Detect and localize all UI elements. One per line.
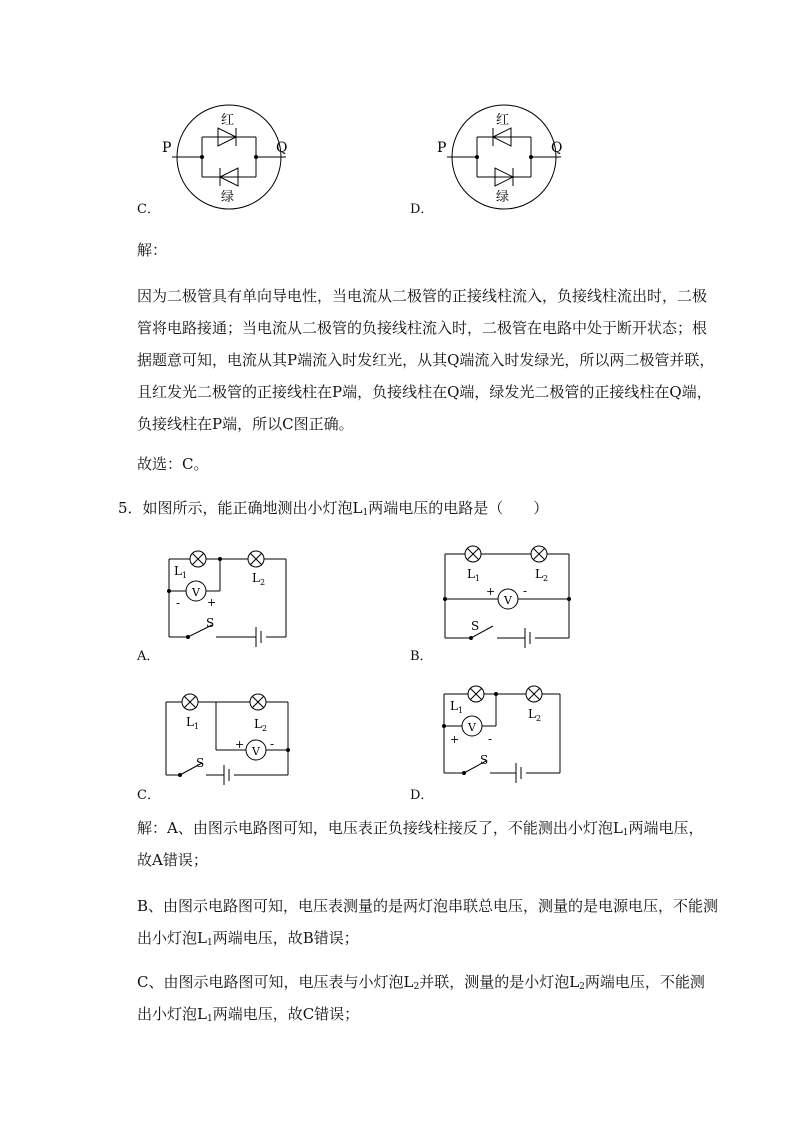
option-b-label: B． xyxy=(410,649,433,664)
circuit-d xyxy=(436,680,576,780)
solution-a-line-2: 故A错误； xyxy=(137,851,208,869)
lamp-l1-label: $L_1$ xyxy=(467,567,481,583)
terminal-p-label: P xyxy=(162,140,172,156)
terminal-q-label: Q xyxy=(551,140,563,156)
minus-terminal: - xyxy=(270,737,275,751)
question-text: 如图所示，能正确地测出小灯泡L xyxy=(142,499,363,517)
solution-a-line-1: 解：A、由图示电路图可知，电压表正负接线柱接反了，不能测出小灯泡$L_1$两端电压， xyxy=(137,819,704,838)
circuit-a xyxy=(160,545,300,645)
plus-terminal: + xyxy=(486,585,496,598)
solution-c-line-2: 出小灯泡$L_1$两端电压，故C错误； xyxy=(137,1005,360,1024)
circuit-b xyxy=(435,540,585,650)
minus-terminal: - xyxy=(488,732,493,746)
terminal-p-label: P xyxy=(437,140,447,156)
lamp-l2-label: $L_2$ xyxy=(252,571,266,587)
terminal-q-label: Q xyxy=(276,140,288,156)
explanation-line-5: 负接线柱在P端，所以C图正确。 xyxy=(137,415,354,433)
switch-label: S xyxy=(206,616,215,630)
plus-terminal: + xyxy=(235,738,245,751)
option-c-label: C． xyxy=(137,202,160,217)
voltmeter-label: V xyxy=(192,586,200,599)
explanation-line-2: 管将电路接通；当电流从二极管的负接线柱流入时，二极管在电路中处于断开状态；根 xyxy=(137,319,708,337)
circuit-c xyxy=(158,688,298,788)
lamp-l2-label: $L_2$ xyxy=(535,567,549,583)
lamp-l2-label: $L_2$ xyxy=(528,707,542,723)
voltmeter-label: V xyxy=(468,721,476,734)
voltmeter-label: V xyxy=(504,594,512,607)
voltmeter-label: V xyxy=(252,745,260,758)
lamp-l2-label: $L_2$ xyxy=(254,717,268,733)
switch-label: S xyxy=(196,756,205,770)
option-d-label: D． xyxy=(410,202,434,217)
solution-c-line-1: C、由图示电路图可知，电压表与小灯泡$L_2$并联，测量的是小灯泡$L_2$两端电压，不能测 xyxy=(137,973,705,992)
red-diode-label: 红 xyxy=(221,113,235,128)
minus-terminal: - xyxy=(523,584,528,598)
option-c-label: C． xyxy=(137,788,160,803)
minus-terminal: - xyxy=(176,596,181,610)
option-a-label: A． xyxy=(137,649,160,664)
question-number: 5． xyxy=(118,499,143,517)
solution-b-line-1: B、由图示电路图可知，电压表测量的是两灯泡串联总电压，测量的是电源电压，不能测 xyxy=(137,897,719,915)
red-diode-label: 红 xyxy=(496,113,510,128)
option-d-label: D． xyxy=(410,788,434,803)
plus-terminal: + xyxy=(450,733,460,746)
lamp-l1-label: $L_1$ xyxy=(186,715,200,731)
switch-label: S xyxy=(480,753,489,767)
solution-b-line-2: 出小灯泡$L_1$两端电压，故B错误； xyxy=(137,929,359,948)
green-diode-label: 绿 xyxy=(496,190,510,205)
lamp-l1-label: $L_1$ xyxy=(174,564,188,580)
diode-diagram-d xyxy=(425,100,575,210)
switch-label: S xyxy=(471,619,480,633)
explanation-line-4: 且红发光二极管的正接线柱在P端，负接线柱在Q端，绿发光二极管的正接线柱在Q端， xyxy=(137,383,712,401)
answer-line: 故选：C。 xyxy=(137,455,209,473)
diode-diagram-c xyxy=(150,100,300,210)
green-diode-label: 绿 xyxy=(221,190,235,205)
lamp-l1-label: $L_1$ xyxy=(450,699,464,715)
explanation-line-1: 因为二极管具有单向导电性，当电流从二极管的正接线柱流入，负接线柱流出时，二极 xyxy=(137,287,708,305)
solution-intro: 解： xyxy=(137,241,168,259)
question-5: 5．如图所示，能正确地测出小灯泡$L_1$两端电压的电路是（ ） xyxy=(118,499,549,518)
explanation-line-3: 据题意可知，电流从其P端流入时发红光，从其Q端流入时发绿光，所以两二极管并联， xyxy=(137,351,715,369)
plus-terminal: + xyxy=(207,596,217,609)
